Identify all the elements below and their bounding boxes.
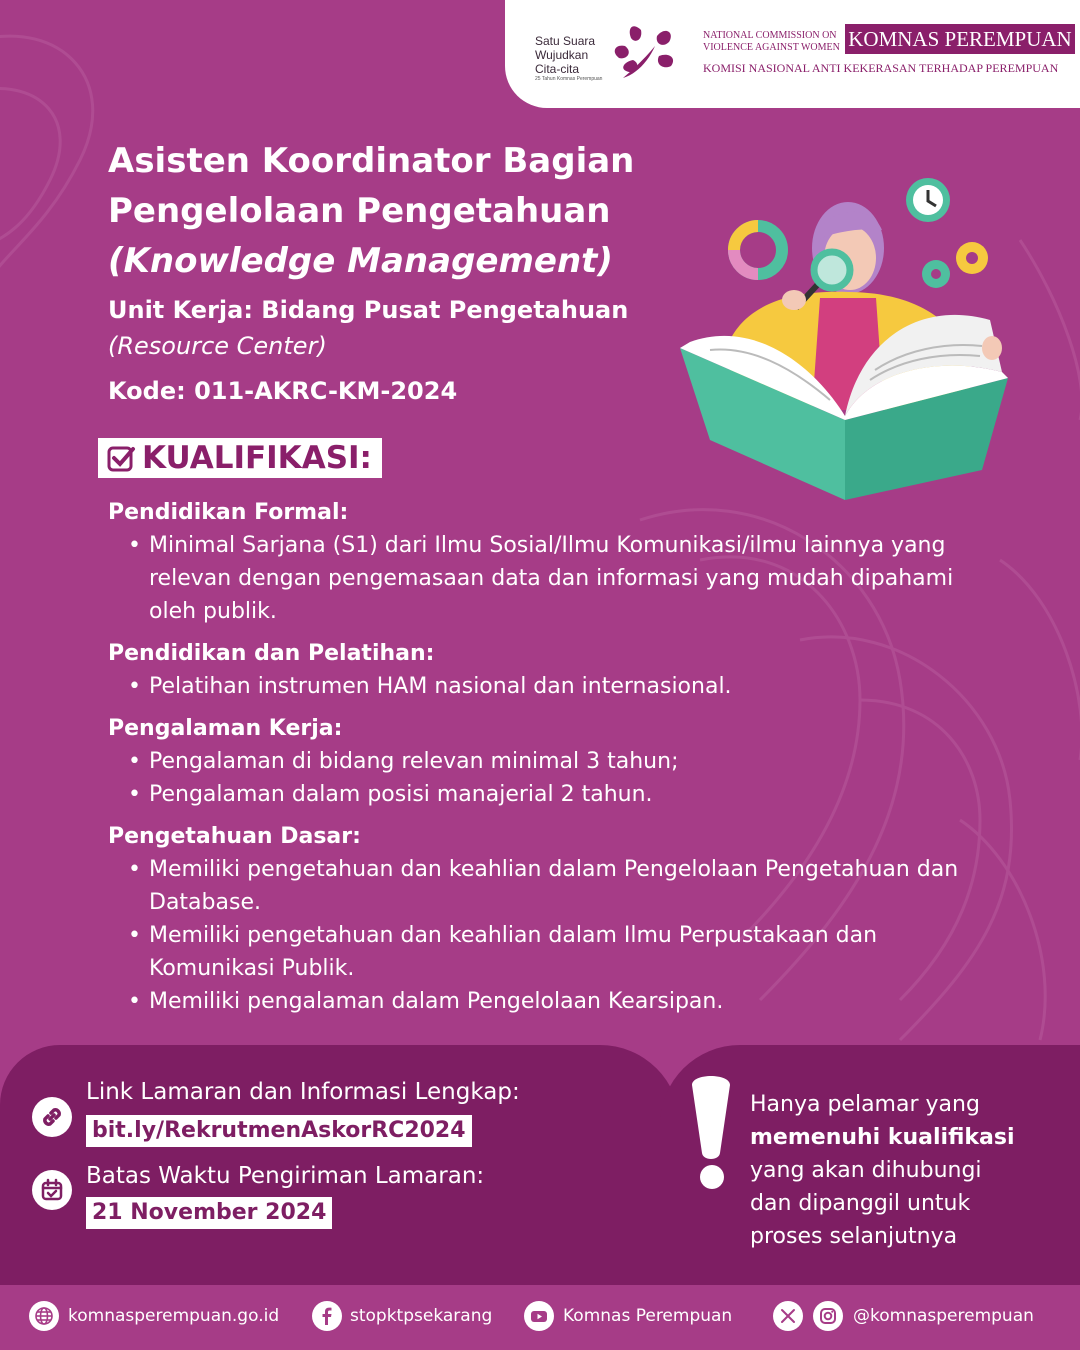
- notice-line: yang akan dihubungi: [750, 1158, 982, 1183]
- globe-icon: [29, 1301, 59, 1331]
- list-item: • Memiliki pengalaman dalam Pengelolaan Kearsipan.: [108, 985, 988, 1018]
- slogan-line: Satu Suara: [535, 34, 596, 48]
- qualifications: [108, 497, 988, 1018]
- calendar-check-icon: [32, 1170, 72, 1210]
- org-full-name: KOMISI NASIONAL ANTI KEKERASAN TERHADAP PEREMPUAN: [703, 61, 1059, 75]
- notice-line-bold: [750, 1121, 1060, 1154]
- exclamation-icon: [686, 1075, 736, 1195]
- org-en-line: NATIONAL COMMISSION ON: [703, 30, 837, 41]
- job-title-line: Asisten Koordinator Bagian: [108, 141, 635, 181]
- deadline-value: 21 November 2024: [86, 1197, 332, 1229]
- list-item: • Memiliki pengetahuan dan keahlian dalam Pengelolaan Pengetahuan dan Database.: [108, 853, 988, 919]
- org-en-line: VIOLENCE AGAINST WOMEN: [703, 42, 840, 53]
- footer: [0, 1285, 1080, 1350]
- list-item: • Pelatihan instrumen HAM nasional dan internasional.: [108, 670, 988, 703]
- x-icon[interactable]: [773, 1301, 803, 1331]
- application-link[interactable]: bit.ly/RekrutmenAskorRC2024: [86, 1115, 472, 1147]
- footer-social-handle[interactable]: @komnasperempuan: [853, 1306, 1034, 1326]
- list-training: [108, 670, 988, 703]
- slogan-line: Wujudkan: [535, 48, 589, 62]
- notice-emphasis: memenuhi kualifikasi: [750, 1125, 1015, 1150]
- notice-line: proses selanjutnya: [750, 1224, 958, 1249]
- gear-icon: [922, 242, 988, 288]
- section-title-training: Pendidikan dan Pelatihan:: [108, 641, 435, 666]
- list-experience: [108, 745, 988, 811]
- footer-facebook[interactable]: stopktpsekarang: [350, 1306, 493, 1326]
- job-code: Kode: 011-AKRC-KM-2024: [108, 377, 458, 405]
- job-title-line: (Knowledge Management): [108, 241, 613, 281]
- org-name: KOMNAS PEREMPUAN: [845, 24, 1075, 54]
- work-unit-en: (Resource Center): [108, 332, 327, 360]
- footer-website[interactable]: komnasperempuan.go.id: [68, 1306, 280, 1326]
- slogan-small: 25 Tahun Komnas Perempuan: [535, 76, 603, 82]
- clock-icon: [906, 178, 950, 222]
- facebook-icon: [312, 1301, 342, 1331]
- youtube-icon: [524, 1301, 554, 1331]
- flower-logo-icon: [603, 16, 679, 86]
- qualification-heading-label: KUALIFIKASI:: [142, 440, 372, 476]
- section-title-experience: Pengalaman Kerja:: [108, 716, 343, 741]
- section-title-education: Pendidikan Formal:: [108, 500, 349, 525]
- section-title-knowledge: Pengetahuan Dasar:: [108, 824, 361, 849]
- list-item: • Minimal Sarjana (S1) dari Ilmu Sosial/Ilmu Komunikasi/ilmu lainnya yang relevan dengan pengemasaan data dan informasi yang mudah dipahami oleh publik.: [108, 529, 988, 628]
- deadline-label: Batas Waktu Pengiriman Lamaran:: [86, 1163, 485, 1189]
- job-title: [108, 136, 688, 286]
- reading-woman-illustration: [670, 170, 1020, 510]
- footer-youtube[interactable]: Komnas Perempuan: [563, 1306, 733, 1326]
- qualification-heading: [98, 438, 382, 478]
- list-item: • Memiliki pengetahuan dan keahlian dalam Ilmu Perpustakaan dan Komunikasi Publik.: [108, 919, 988, 985]
- org-en: [703, 30, 847, 54]
- work-unit-label: Unit Kerja: Bidang Pusat Pengetahuan: [108, 296, 629, 324]
- instagram-icon[interactable]: [813, 1301, 843, 1331]
- checkbox-checked-icon: [106, 443, 136, 473]
- slogan-line: Cita-cita: [535, 62, 580, 76]
- donut-chart-icon: [734, 226, 782, 274]
- application-link-label: Link Lamaran dan Informasi Lengkap:: [86, 1079, 520, 1105]
- notice-text: [750, 1088, 1060, 1253]
- work-unit: [108, 292, 688, 364]
- list-education: [108, 529, 988, 628]
- job-title-line: Pengelolaan Pengetahuan: [108, 191, 611, 231]
- notice-line: Hanya pelamar yang: [750, 1092, 980, 1117]
- notice-line: dan dipanggil untuk: [750, 1191, 971, 1216]
- list-item: • Pengalaman di bidang relevan minimal 3 tahun;: [108, 745, 988, 778]
- header: [505, 0, 1080, 108]
- list-item: • Pengalaman dalam posisi manajerial 2 tahun.: [108, 778, 988, 811]
- link-icon: [32, 1097, 72, 1137]
- list-knowledge: [108, 853, 988, 1018]
